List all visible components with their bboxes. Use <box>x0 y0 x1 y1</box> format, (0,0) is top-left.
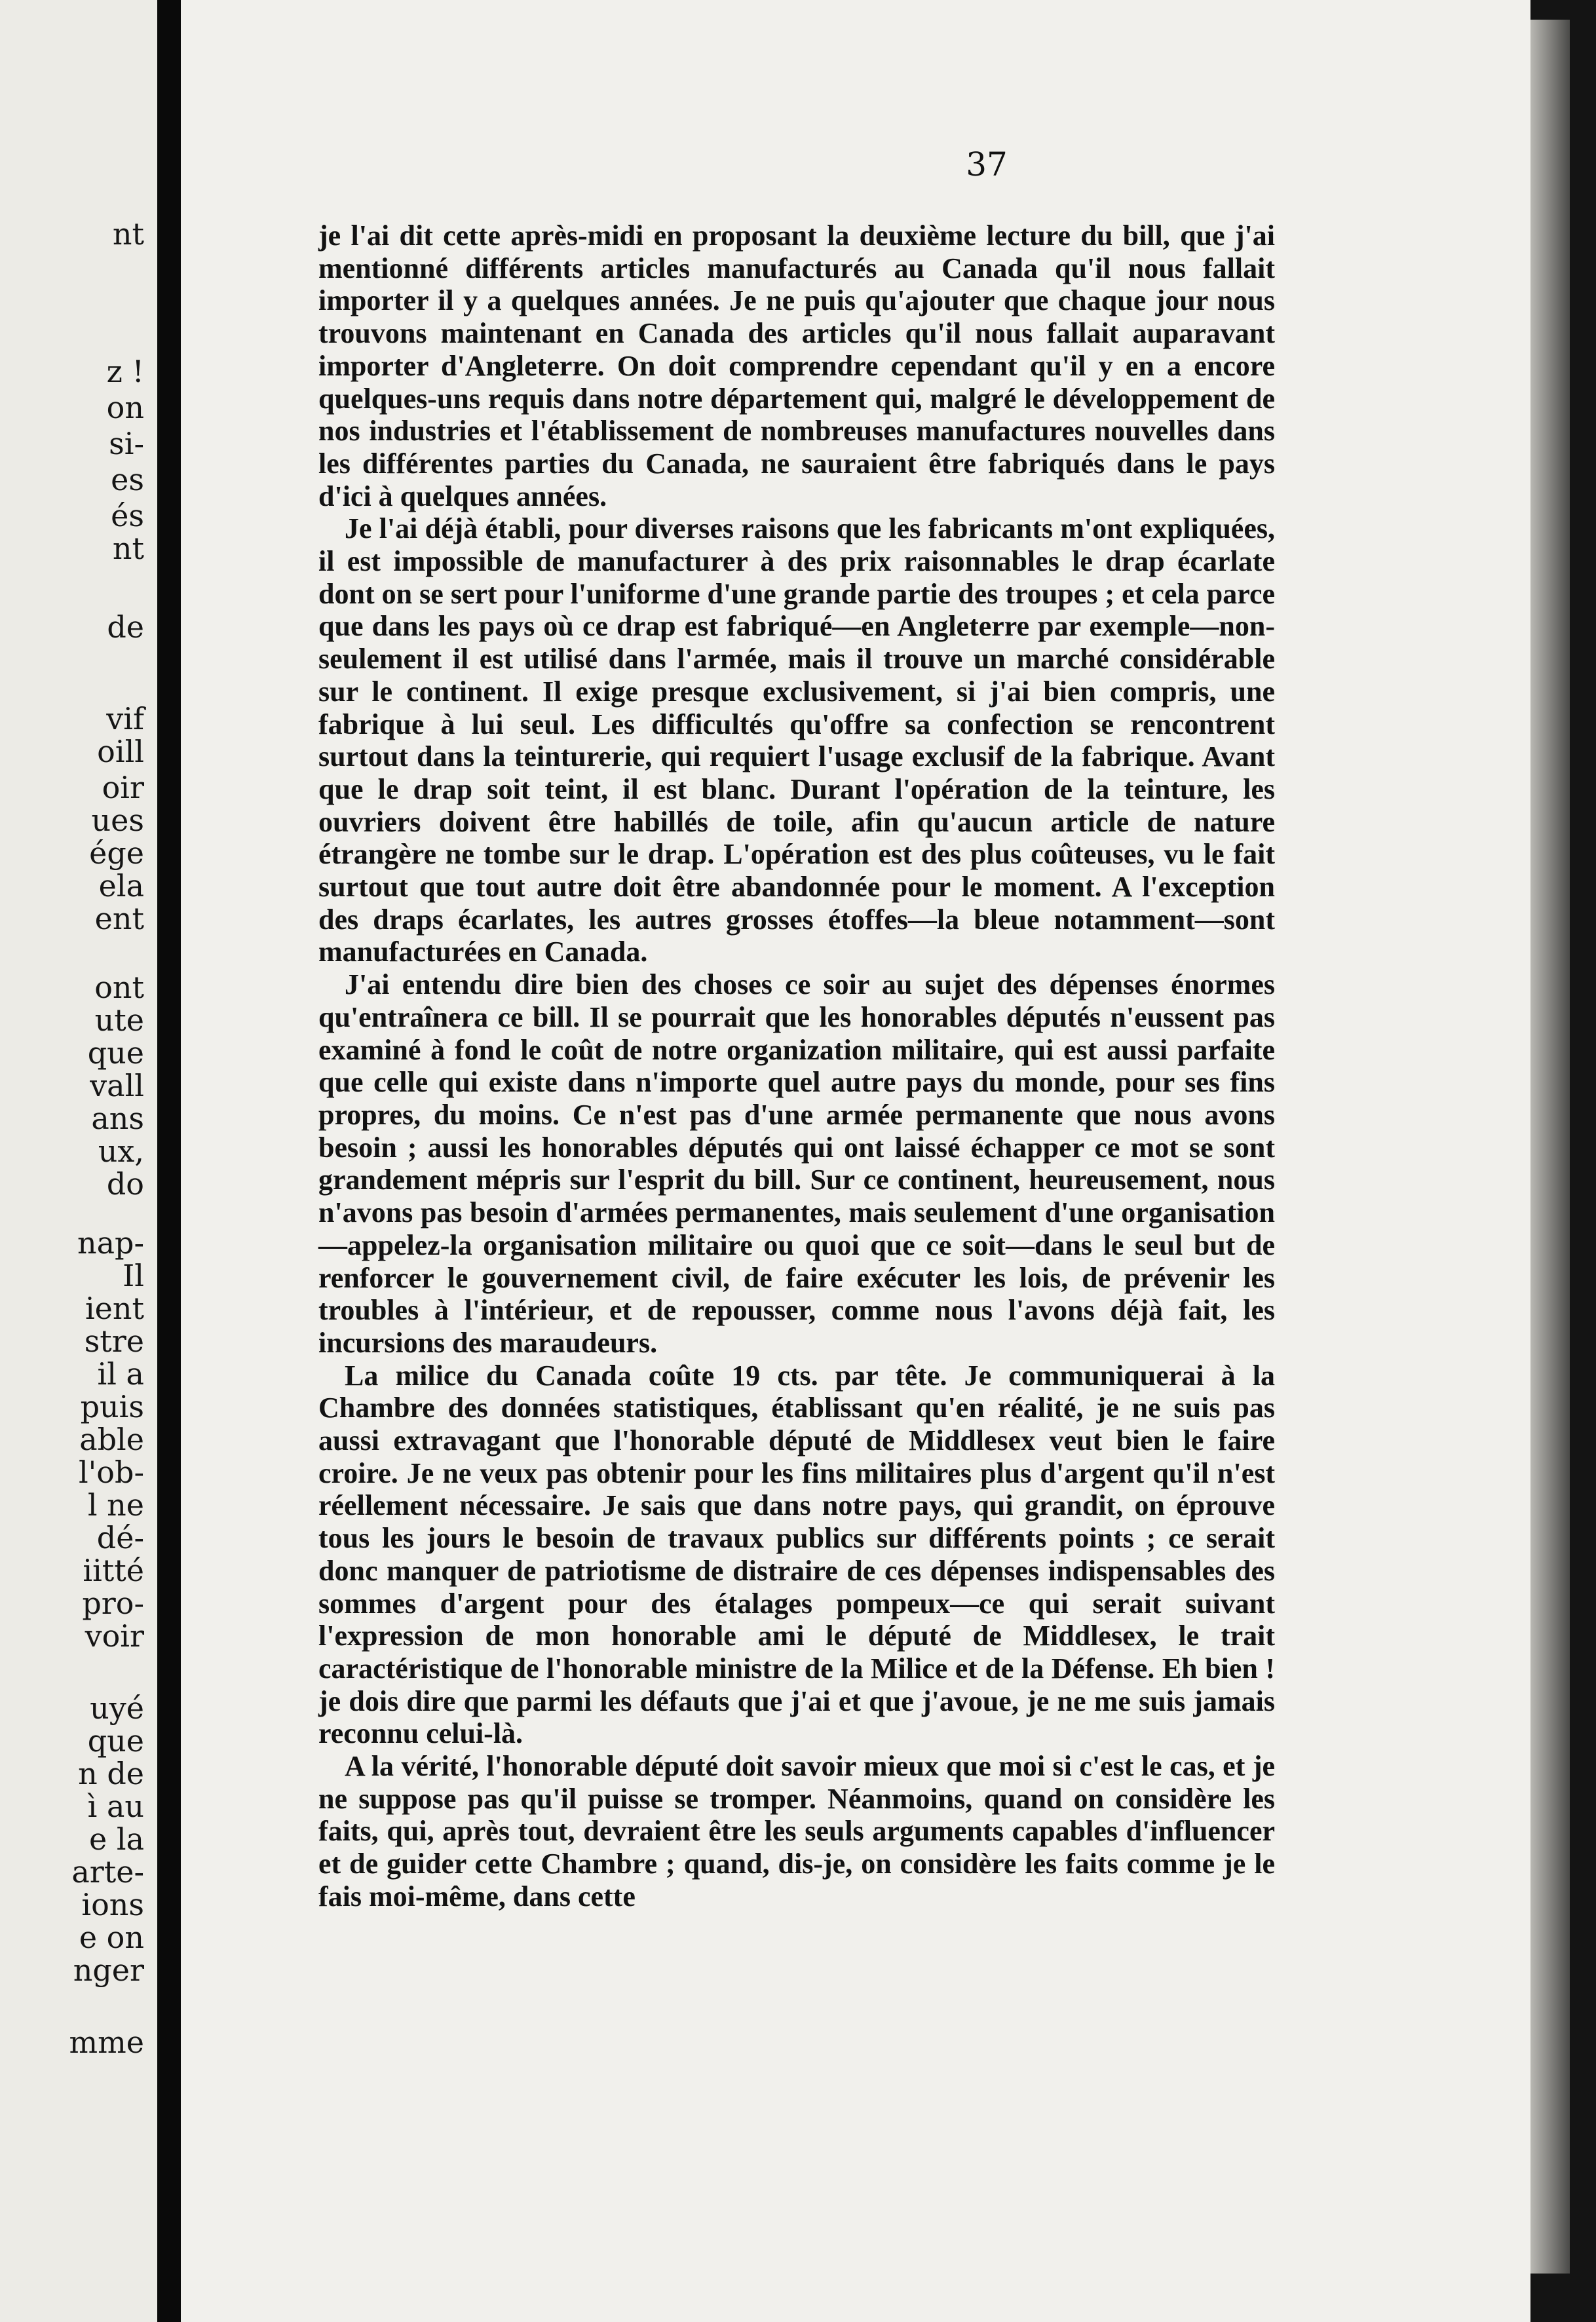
right-page <box>181 0 1530 2322</box>
left-page-fragment: able <box>79 1422 144 1457</box>
left-page-fragment: voir <box>85 1618 144 1654</box>
left-page-fragment: nt <box>112 216 144 252</box>
left-page-fragment: Il <box>123 1258 144 1293</box>
left-page-fragment: mme <box>69 2025 144 2060</box>
paragraph-4: La milice du Canada coûte 19 cts. par tête. Je communiquerai à la Chambre des données statistiques, établissant qu'en réalité, je ne suis pas aussi extravagant que l'honorable député de Middlesex veut bien le faire croire. Je ne veux pas obtenir pour les fins militaires plus d'argent qu'il n'est réellement nécessaire. Je sais que dans notre pays, qui grandit, on éprouve tous les jours le besoin de travaux publics sur différents points ; ce serait donc manquer de patriotisme de distraire de ces dépenses indispensables des sommes d'argent pour des étalages pompeux—ce qui serait suivant l'expression de mon honorable ami le député de Middlesex, le trait caractéristique de l'honorable ministre de la Milice et de la Défense. Eh bien ! je dois dire que parmi les défauts que j'ai et que j'avoue, je ne me suis jamais reconnu celui-là. <box>318 1359 1275 1750</box>
paragraph-3: J'ai entendu dire bien des choses ce soir au sujet des dépenses énormes qu'entraînera ce bill. Il se pourrait que les honorables députés n'eussent pas examiné à fond le coût de notre organization militaire, qui est aussi parfaite que celle qui existe dans n'importe quel autre pays du monde, pour ses fins propres, du moins. Ce n'est pas d'une armée permanente que nous avons besoin ; aussi les honorables députés qui ont laissé échapper ce mot se sont grandement mépris sur l'esprit du bill. Sur ce continent, heureusement, nous n'avons pas besoin d'armées permanentes, mais seulement d'une organisation—appelez-la organisation militaire ou quoi que ce soit—dans le seul but de renforcer le gouvernement civil, de faire exécuter les lois, de prévenir les troubles à l'intérieur, et de repousser, comme nous l'avons déjà fait, les incursions des maraudeurs. <box>318 968 1275 1359</box>
page-stack-edge <box>1530 20 1570 2274</box>
left-page-fragment: de <box>107 609 144 645</box>
left-page-fragment: ent <box>94 901 144 936</box>
left-page-fragment: puis <box>80 1389 144 1424</box>
left-page-fragment: e on <box>79 1920 144 1955</box>
left-page-fragment: ont <box>94 970 144 1005</box>
left-page-fragment: iitté <box>83 1553 144 1588</box>
left-page-fragment: dé- <box>96 1520 144 1555</box>
left-page-fragment: e la <box>89 1821 144 1857</box>
left-page-fragment: ute <box>94 1002 144 1038</box>
left-page-fragment: que <box>87 1723 144 1759</box>
left-page-fragment: l'ob- <box>78 1455 144 1490</box>
left-page-fragment: ions <box>81 1887 144 1922</box>
page-body <box>318 219 1275 1913</box>
left-page-fragment: ient <box>85 1291 144 1326</box>
left-page-fragment: pro- <box>82 1586 144 1621</box>
left-page-fragment: oir <box>102 770 144 805</box>
left-page-fragment: que <box>87 1035 144 1071</box>
left-page-fragment: n de <box>78 1756 144 1791</box>
left-page-fragment: és <box>111 498 144 533</box>
left-page-fragment: si- <box>109 426 144 461</box>
left-page-fragment: nap- <box>77 1225 144 1261</box>
left-page-fragment: uyé <box>90 1690 144 1726</box>
left-page-fragment: ux, <box>98 1133 144 1169</box>
paragraph-1: je l'ai dit cette après-midi en proposant la deuxième lecture du bill, que j'ai mentionné différents articles manufacturés au Canada qu'il nous fallait importer il y a quelques années. Je ne puis qu'ajouter que chaque jour nous trouvons maintenant en Canada des articles qu'il nous fallait auparavant importer d'Angleterre. On doit comprendre cependant qu'il y en a encore quelques-uns requis dans notre département qui, malgré le développement de nos industries et l'établissement de nombreuses manufactures nouvelles dans les différentes parties du Canada, ne sauraient être fabriqués dans le pays d'ici à quelques années. <box>318 219 1275 512</box>
left-page-fragment: nger <box>73 1952 144 1988</box>
paragraph-2: Je l'ai déjà établi, pour diverses raisons que les fabricants m'ont expliquées, il est impossible de manufacturer à des prix raisonnables le drap écarlate dont on se sert pour l'uniforme d'une grande partie des troupes ; et cela parce que dans les pays où ce drap est fabriqué—en Angleterre par exemple—non-seulement il est utilisé dans l'armée, mais il trouve un marché considérable sur le continent. Il exige presque exclusivement, si j'ai bien compris, une fabrique à lui seul. Les difficultés qu'offre sa confection se rencontrent surtout dans la teinturerie, qui requiert l'usage exclusif de la fabrique. Avant que le drap soit teint, il est blanc. Durant l'opération de la teinture, les ouvriers doivent être habillés de toile, afin qu'aucun article de nature étrangère ne tombe sur le drap. L'opération est des plus coûteuses, vu le fait surtout que tout autre doit être abandonnée pour le moment. A l'exception des draps écarlates, les autres grosses étoffes—la bleue notamment—sont manufacturées en Canada. <box>318 512 1275 968</box>
left-page-fragment: ì au <box>87 1789 144 1824</box>
left-page-fragment: ége <box>89 835 144 871</box>
left-page-fragment: l ne <box>87 1487 144 1523</box>
left-page-fragment: ans <box>91 1101 144 1136</box>
book-gutter <box>157 0 181 2322</box>
left-page-fragment: arte- <box>71 1854 144 1890</box>
left-page-fragment: do <box>106 1166 144 1202</box>
left-page-fragment: oill <box>97 734 144 769</box>
left-page-fragment: ues <box>91 803 144 838</box>
left-page-fragment: z ! <box>106 354 144 389</box>
left-page-fragment: vif <box>106 701 144 736</box>
left-page-fragment: vall <box>90 1068 144 1103</box>
left-page-fragment: stre <box>84 1323 144 1359</box>
left-page-fragment: es <box>111 462 144 497</box>
left-page-fragment: ela <box>98 868 144 904</box>
paragraph-5: A la vérité, l'honorable député doit savoir mieux que moi si c'est le cas, et je ne suppose pas qu'il puisse se tromper. Néanmoins, quand on considère les faits, qui, après tout, devraient être les seuls arguments capables d'influencer et de guider cette Chambre ; quand, dis-je, on considère les faits comme je le fais moi-même, dans cette <box>318 1750 1275 1913</box>
left-page-fragment: il a <box>97 1356 144 1392</box>
left-page-fragment: on <box>106 390 144 425</box>
left-page-edge <box>0 0 157 2322</box>
left-page-fragment: nt <box>112 531 144 566</box>
page-number: 37 <box>966 145 1008 183</box>
